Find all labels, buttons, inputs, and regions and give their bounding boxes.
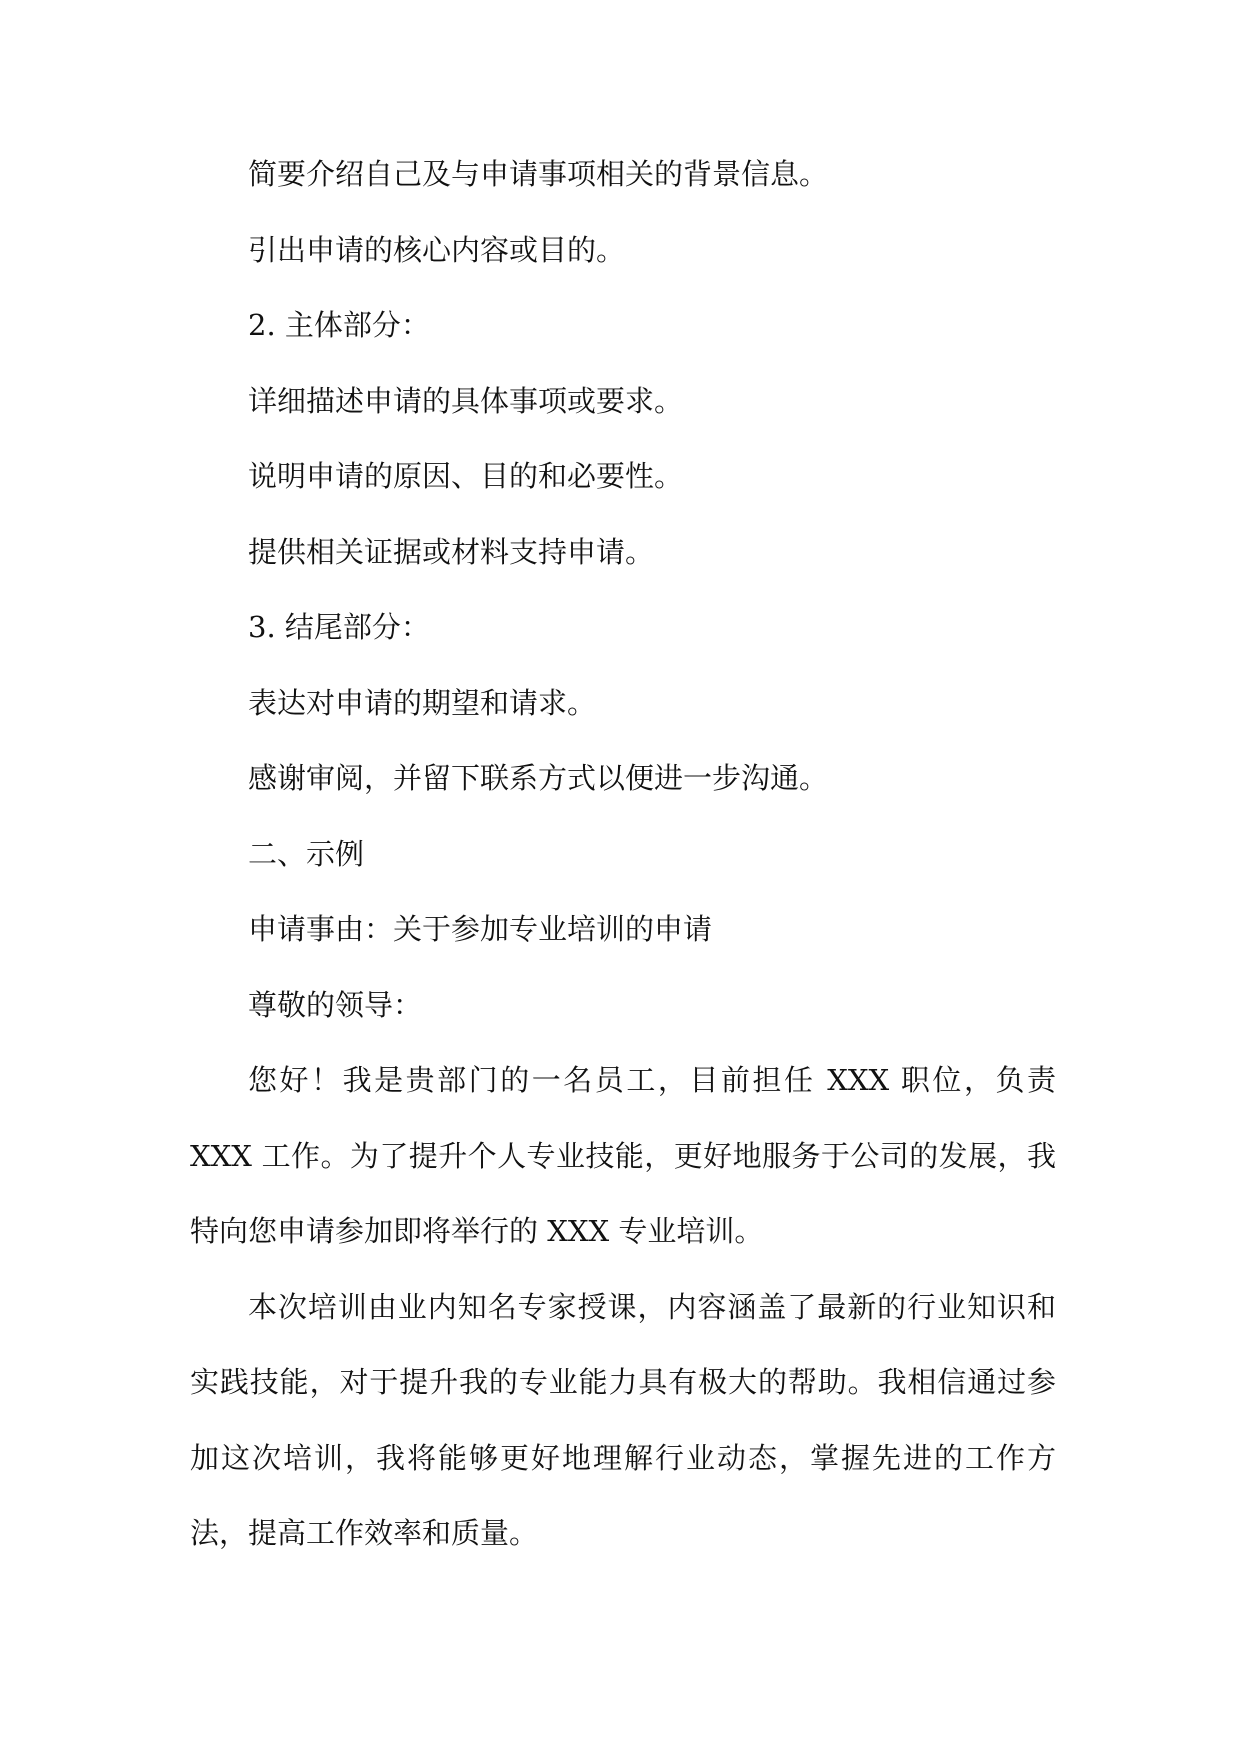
line-intro-background: 简要介绍自己及与申请事项相关的背景信息。 bbox=[248, 157, 829, 191]
application-subject: 申请事由：关于参加专业培训的申请 bbox=[248, 912, 713, 946]
salutation: 尊敬的领导： bbox=[248, 987, 423, 1022]
paragraph-greeting: 您好！我是贵部门的一名员工，目前担任 XXX 职位，负责 XXX 工作。为了提升个人专业技能，更好地服务于公司的发展，我特向您申请参加即将举行的 XXX 专业培训。 bbox=[190, 1063, 1056, 1248]
heading-example: 二、示例 bbox=[248, 836, 365, 871]
document-body bbox=[190, 137, 1056, 1572]
line-intro-purpose: 引出申请的核心内容或目的。 bbox=[248, 232, 626, 267]
heading-main-part: 2. 主体部分： bbox=[248, 308, 430, 342]
line-main-reasons: 说明申请的原因、目的和必要性。 bbox=[248, 459, 684, 493]
line-main-details: 详细描述申请的具体事项或要求。 bbox=[248, 383, 684, 418]
paragraph-training-benefits: 本次培训由业内知名专家授课，内容涵盖了最新的行业知识和实践技能，对于提升我的专业能力具有极大的帮助。我相信通过参加这次培训，我将能够更好地理解行业动态，掌握先进的工作方法，提高工作效率和质量。 bbox=[190, 1289, 1056, 1550]
heading-ending-part: 3. 结尾部分： bbox=[248, 610, 430, 644]
line-ending-expectation: 表达对申请的期望和请求。 bbox=[248, 685, 597, 720]
line-main-evidence: 提供相关证据或材料支持申请。 bbox=[248, 534, 655, 569]
line-ending-thanks: 感谢审阅，并留下联系方式以便进一步沟通。 bbox=[248, 761, 829, 795]
